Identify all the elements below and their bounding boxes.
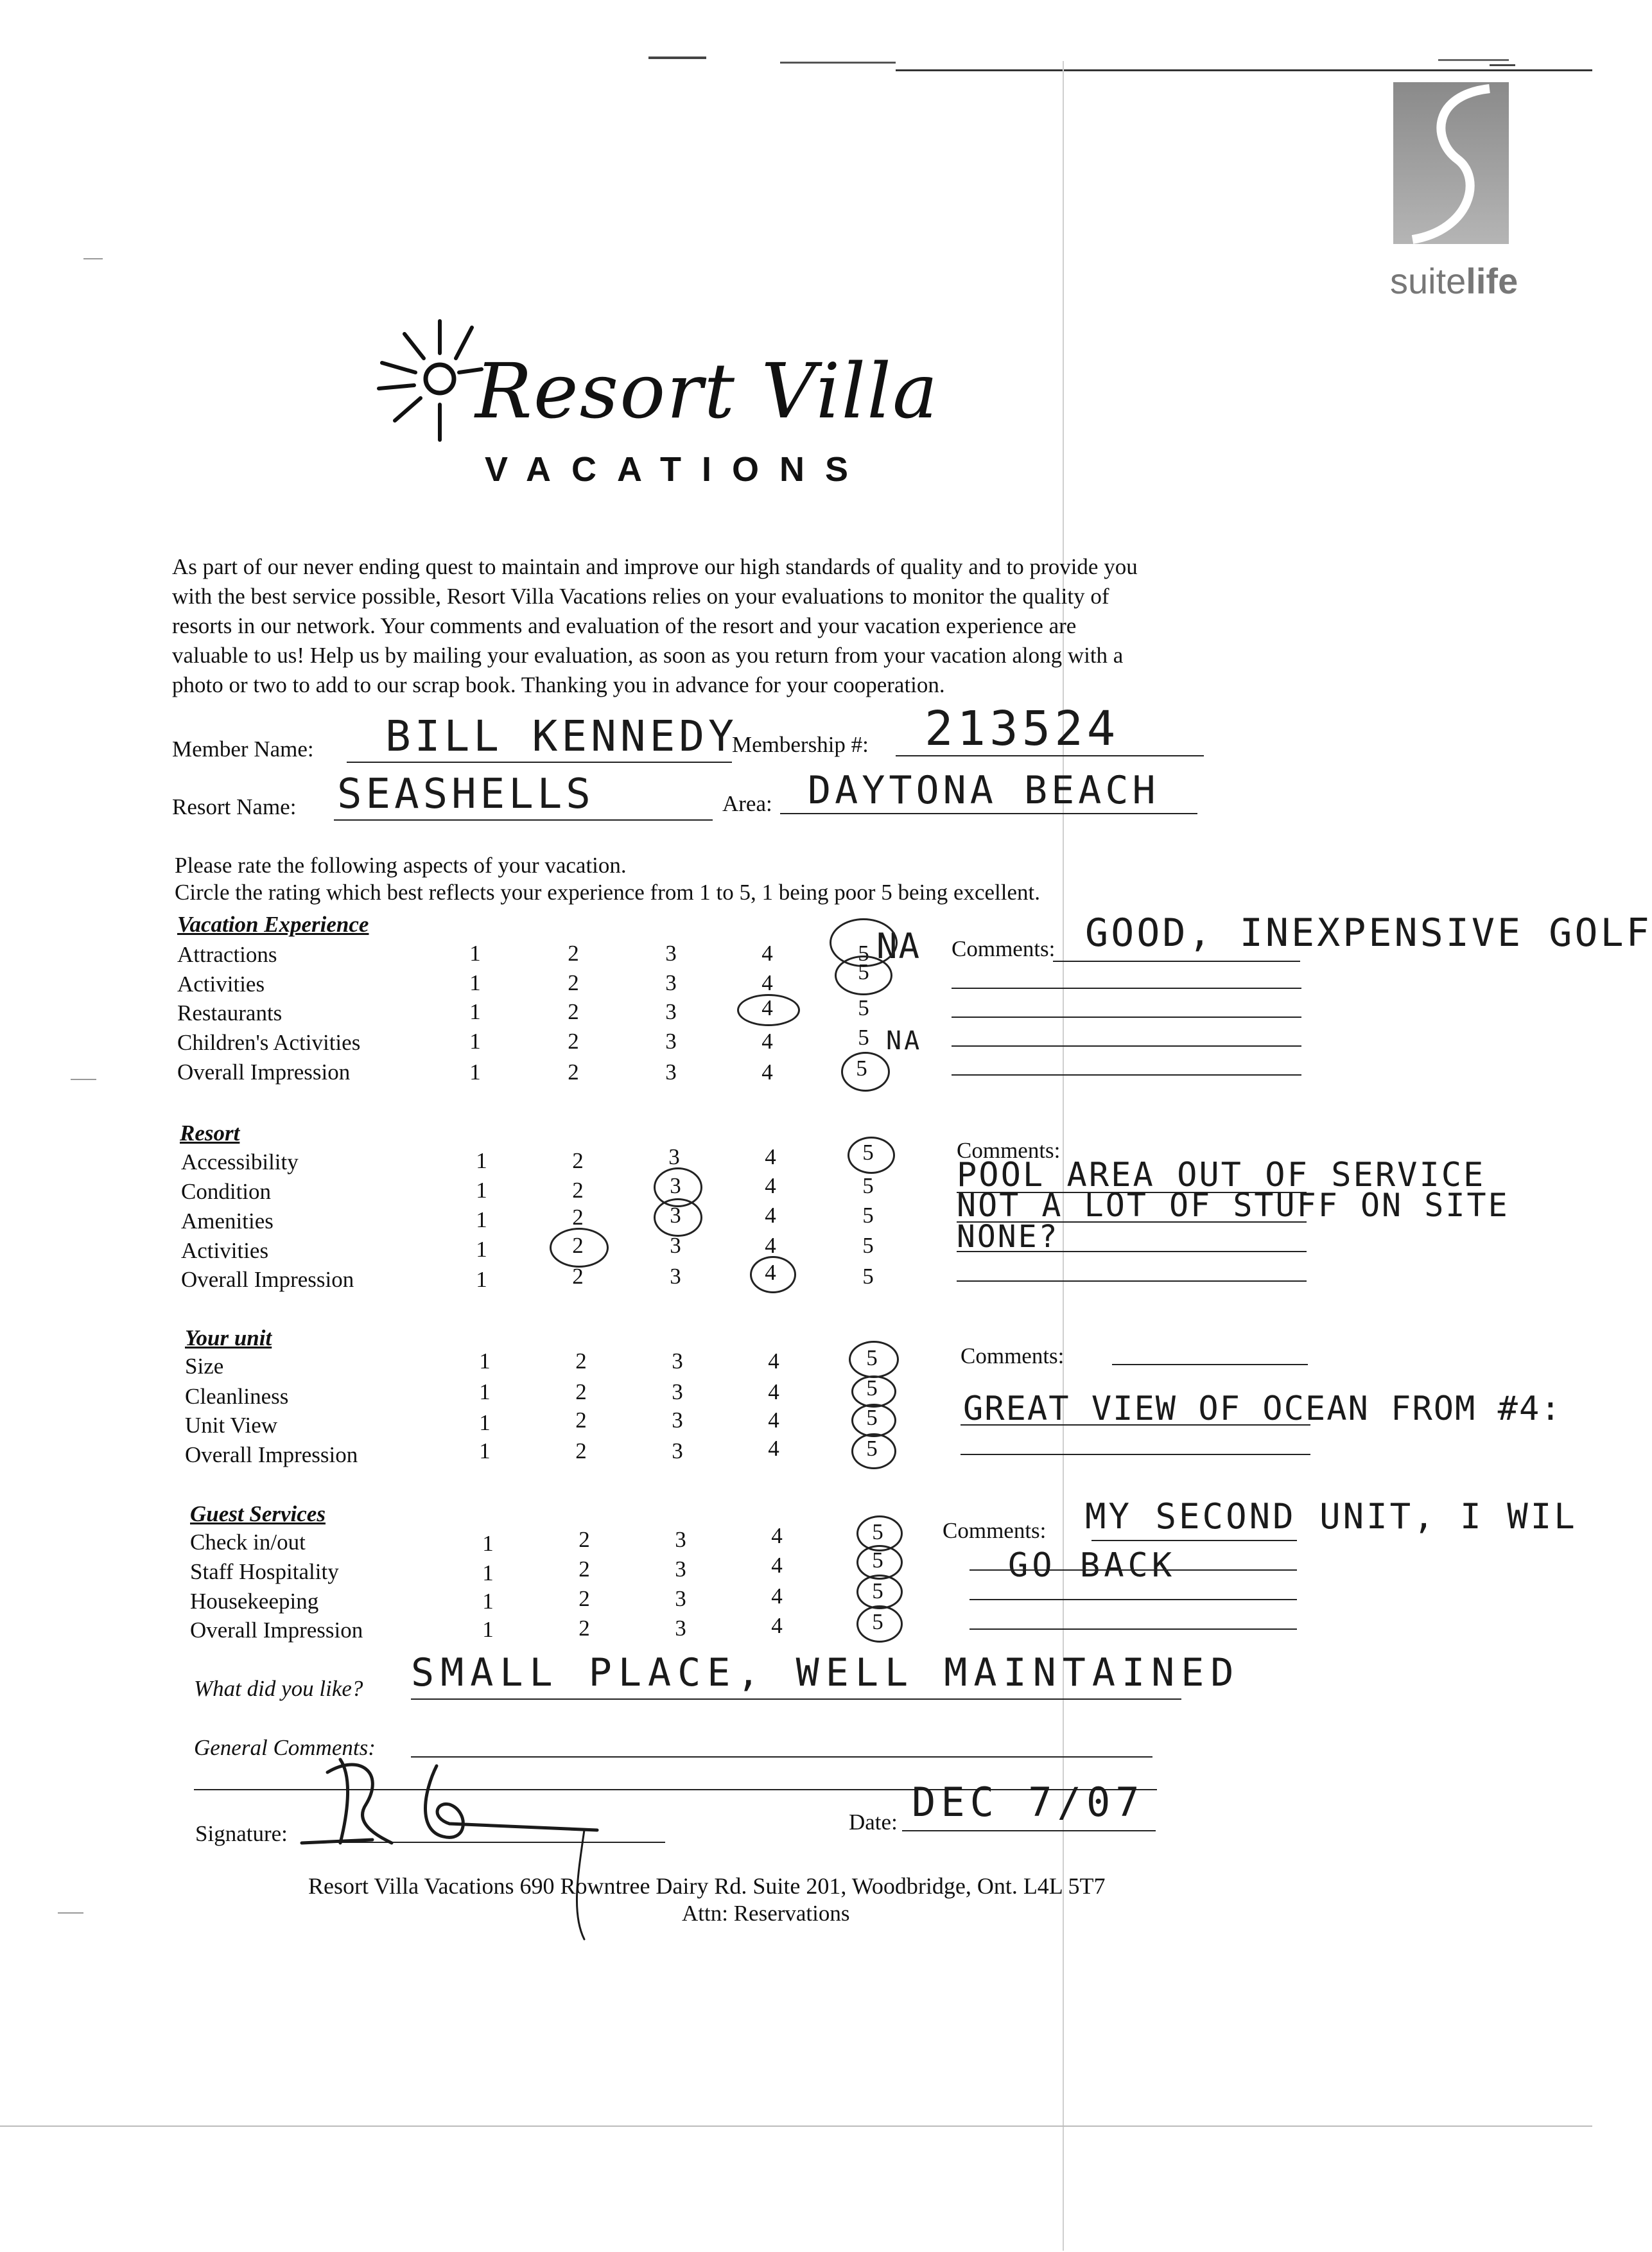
- rating-option[interactable]: 2: [578, 1586, 590, 1611]
- rating-option[interactable]: 5: [856, 1056, 867, 1081]
- scan-mark: [780, 62, 896, 64]
- rating-option[interactable]: 5: [862, 1264, 874, 1289]
- area-label: Area:: [722, 791, 772, 816]
- rating-option[interactable]: 4: [768, 1349, 779, 1374]
- rating-option[interactable]: 2: [575, 1379, 587, 1404]
- member-name-label: Member Name:: [172, 737, 314, 762]
- comment-line: [952, 1017, 1301, 1018]
- comment-line: [1112, 1364, 1308, 1365]
- membership-label: Membership #:: [732, 732, 869, 757]
- rating-option[interactable]: 5: [866, 1436, 878, 1461]
- section-title-your-unit: Your unit: [185, 1325, 272, 1350]
- rating-option[interactable]: 3: [675, 1616, 686, 1641]
- rating-option[interactable]: 2: [575, 1408, 587, 1433]
- signature-mark[interactable]: [302, 1734, 610, 1946]
- intro-paragraph: [172, 552, 1138, 700]
- intro-line: with the best service possible, Resort Villa Vacations relies on your evaluations to monitor the quality of: [172, 584, 1109, 609]
- rating-option[interactable]: 2: [568, 970, 579, 995]
- rating-option[interactable]: 3: [670, 1264, 681, 1289]
- comment-line: [1053, 961, 1300, 962]
- rating-option[interactable]: 2: [572, 1178, 584, 1203]
- row-label: Overall Impression: [177, 1060, 351, 1085]
- date-label: Date:: [849, 1810, 898, 1835]
- scan-mark: [896, 69, 1592, 71]
- rating-circle: [841, 1052, 890, 1092]
- rating-option[interactable]: 5: [858, 1025, 869, 1050]
- row-label: Housekeeping: [190, 1589, 319, 1614]
- rating-option[interactable]: 3: [665, 1060, 677, 1085]
- comment-text[interactable]: POOL AREA OUT OF SERVICE: [957, 1156, 1486, 1194]
- rating-option[interactable]: 4: [765, 1203, 776, 1228]
- row-label: Attractions: [177, 942, 277, 967]
- intro-line: valuable to us! Help us by mailing your evaluation, as soon as you return from your vacation along with a: [172, 643, 1124, 668]
- rating-option[interactable]: 4: [768, 1436, 779, 1461]
- rating-option[interactable]: 1: [479, 1438, 491, 1463]
- rating-circle: [856, 1605, 903, 1643]
- date-line: [902, 1830, 1156, 1831]
- rating-option[interactable]: 5: [872, 1548, 883, 1573]
- scan-mark: [1438, 59, 1509, 61]
- comment-line: [969, 1628, 1297, 1630]
- rating-option[interactable]: 1: [482, 1560, 494, 1585]
- rating-option[interactable]: 1: [482, 1589, 494, 1614]
- intro-line: resorts in our network. Your comments and evaluation of the resort and your vacation experience are: [172, 613, 1077, 638]
- comment-line: [957, 1221, 1307, 1223]
- rating-option[interactable]: 3: [670, 1233, 681, 1258]
- rating-option[interactable]: 3: [665, 941, 677, 966]
- rating-option[interactable]: 3: [665, 1029, 677, 1054]
- rating-option[interactable]: 4: [765, 1260, 776, 1285]
- resort-villa-logo: [369, 302, 939, 494]
- rating-option[interactable]: 4: [771, 1613, 783, 1638]
- comment-text[interactable]: GOOD, INEXPENSIVE GOLF: [1085, 911, 1652, 956]
- rating-option[interactable]: 2: [568, 1060, 579, 1085]
- rating-option[interactable]: 4: [761, 995, 773, 1020]
- scan-speck: [83, 258, 103, 259]
- footer-address: Resort Villa Vacations 690 Rowntree Dairy Rd. Suite 201, Woodbridge, Ont. L4L 5T7: [308, 1873, 1106, 1899]
- row-label: Amenities: [181, 1209, 274, 1234]
- rating-option[interactable]: 3: [665, 999, 677, 1024]
- comment-line: [957, 1192, 1307, 1193]
- rating-option[interactable]: 5: [862, 1233, 874, 1258]
- membership-value[interactable]: 213524: [925, 701, 1120, 756]
- rating-option[interactable]: 2: [568, 999, 579, 1024]
- rating-option[interactable]: 5: [872, 1609, 883, 1634]
- rating-option[interactable]: 3: [675, 1527, 686, 1552]
- comment-text[interactable]: GO BACK: [1008, 1546, 1176, 1585]
- rating-circle: [851, 1375, 896, 1408]
- rating-note: NA: [876, 926, 921, 966]
- row-label: Overall Impression: [181, 1267, 354, 1292]
- section-title-resort: Resort: [180, 1121, 240, 1146]
- liked-label: What did you like?: [194, 1676, 363, 1701]
- rating-option[interactable]: 5: [862, 1203, 874, 1228]
- rating-option[interactable]: 3: [672, 1408, 683, 1433]
- rating-circle: [856, 1575, 903, 1609]
- member-name-line: [347, 762, 732, 763]
- rating-option[interactable]: 1: [479, 1410, 491, 1435]
- rating-option[interactable]: 4: [771, 1523, 783, 1548]
- rating-circle: [550, 1228, 609, 1268]
- row-label: Unit View: [185, 1413, 278, 1438]
- comments-label: Comments:: [957, 1138, 1061, 1163]
- suitelife-suffix: life: [1466, 261, 1518, 301]
- resort-name-line: [334, 819, 713, 821]
- rating-circle: [654, 1198, 702, 1237]
- area-value[interactable]: DAYTONA BEACH: [808, 768, 1160, 813]
- row-label: Size: [185, 1354, 224, 1379]
- rating-option[interactable]: 5: [858, 959, 869, 984]
- rating-option[interactable]: 4: [768, 1408, 779, 1433]
- row-label: Check in/out: [190, 1530, 306, 1555]
- rating-circle: [851, 1433, 896, 1469]
- rating-option[interactable]: 5: [866, 1345, 878, 1370]
- suitelife-wordmark: [1390, 260, 1518, 302]
- rating-option[interactable]: 5: [866, 1375, 878, 1401]
- scan-speck: [71, 1079, 96, 1080]
- rating-circle: [848, 1137, 895, 1174]
- member-name-value[interactable]: BILL KENNEDY: [385, 711, 738, 761]
- rating-option[interactable]: 3: [668, 1144, 680, 1169]
- rating-option[interactable]: 2: [572, 1233, 584, 1258]
- rating-option[interactable]: 4: [771, 1553, 783, 1578]
- rating-circle: [737, 994, 800, 1026]
- rating-option[interactable]: 3: [672, 1438, 683, 1463]
- rating-option[interactable]: 2: [572, 1264, 584, 1289]
- rating-option[interactable]: 2: [575, 1438, 587, 1463]
- rating-option[interactable]: 4: [761, 970, 773, 995]
- liked-line: [411, 1698, 1181, 1700]
- section-title-vacation-experience: Vacation Experience: [177, 912, 369, 937]
- row-label: Overall Impression: [190, 1618, 363, 1643]
- comment-line: [969, 1569, 1297, 1571]
- rating-option[interactable]: 4: [765, 1144, 776, 1169]
- rating-option[interactable]: 1: [476, 1267, 487, 1292]
- rating-option[interactable]: 1: [482, 1617, 494, 1642]
- comment-line: [952, 1074, 1301, 1076]
- rating-option[interactable]: 2: [568, 1029, 579, 1054]
- rating-option[interactable]: 4: [765, 1173, 776, 1198]
- row-label: Condition: [181, 1179, 272, 1204]
- intro-line: As part of our never ending quest to maintain and improve our high standards of quality and to provide you: [172, 554, 1138, 579]
- rating-option[interactable]: 2: [572, 1148, 584, 1173]
- instruction-line: Please rate the following aspects of your vacation.: [175, 853, 627, 878]
- section-title-guest-services: Guest Services: [190, 1501, 326, 1526]
- row-label: Children's Activities: [177, 1030, 361, 1055]
- rating-option[interactable]: 1: [469, 941, 481, 966]
- rating-option[interactable]: 5: [872, 1519, 883, 1544]
- comment-text[interactable]: NOT A LOT OF STUFF ON SITE: [957, 1187, 1509, 1224]
- row-label: Activities: [177, 972, 265, 997]
- rating-option[interactable]: 2: [578, 1527, 590, 1552]
- rating-option[interactable]: 4: [761, 941, 773, 966]
- resort-name-value[interactable]: SEASHELLS: [337, 771, 595, 818]
- rating-option[interactable]: 1: [476, 1207, 487, 1232]
- scan-mark: [648, 57, 706, 59]
- comment-line: [957, 1280, 1307, 1282]
- sun-icon: [369, 308, 485, 450]
- rating-circle: [851, 1404, 896, 1437]
- comments-label: Comments:: [961, 1343, 1065, 1368]
- rating-option[interactable]: 2: [575, 1349, 587, 1374]
- rating-option[interactable]: 5: [858, 995, 869, 1020]
- rating-option[interactable]: 2: [578, 1616, 590, 1641]
- rating-option[interactable]: 1: [469, 970, 481, 995]
- suitelife-logo: [1393, 82, 1509, 244]
- row-label: Accessibility: [181, 1149, 299, 1174]
- intro-line: photo or two to add to our scrap book. Thanking you in advance for your cooperation.: [172, 672, 945, 697]
- rating-option[interactable]: 1: [479, 1349, 491, 1374]
- comment-line: [952, 1045, 1301, 1047]
- rating-option[interactable]: 2: [578, 1557, 590, 1582]
- comment-line: [1091, 1540, 1297, 1541]
- bottom-edge-line: [0, 2125, 1592, 2127]
- rating-option[interactable]: 4: [765, 1233, 776, 1258]
- rating-option[interactable]: 3: [675, 1586, 686, 1611]
- rating-option[interactable]: 4: [761, 1060, 773, 1085]
- comments-label: Comments:: [952, 936, 1056, 961]
- rating-option[interactable]: 1: [469, 999, 481, 1024]
- rating-option[interactable]: 3: [670, 1203, 681, 1228]
- scan-speck: [58, 1912, 83, 1914]
- liked-value[interactable]: SMALL PLACE, WELL MAINTAINED: [411, 1650, 1240, 1695]
- rating-circle: [849, 1341, 899, 1378]
- rating-option[interactable]: 4: [771, 1584, 783, 1609]
- comment-line: [961, 1424, 1310, 1426]
- rating-option[interactable]: 5: [872, 1578, 883, 1603]
- rating-option[interactable]: 2: [568, 941, 579, 966]
- comment-line: [952, 988, 1301, 989]
- comment-text[interactable]: MY SECOND UNIT, I WIL: [1085, 1496, 1578, 1537]
- rating-option[interactable]: 3: [675, 1557, 686, 1582]
- rating-option[interactable]: 2: [572, 1205, 584, 1230]
- row-label: Restaurants: [177, 1000, 283, 1026]
- rating-note: NA: [886, 1026, 923, 1056]
- rating-option[interactable]: 1: [476, 1148, 487, 1173]
- rating-option[interactable]: 5: [866, 1405, 878, 1430]
- comment-line: [969, 1599, 1297, 1600]
- suitelife-prefix: suite: [1390, 261, 1466, 301]
- signature-label: Signature:: [195, 1821, 288, 1846]
- rating-option[interactable]: 5: [862, 1140, 874, 1165]
- area-line: [780, 813, 1197, 814]
- comment-text[interactable]: GREAT VIEW OF OCEAN FROM #4:: [963, 1390, 1562, 1428]
- rating-option[interactable]: 3: [665, 970, 677, 995]
- row-label: Cleanliness: [185, 1384, 289, 1409]
- rating-option[interactable]: 4: [768, 1379, 779, 1404]
- rating-circle: [835, 956, 892, 995]
- logo-caps: VACATIONS: [485, 450, 869, 489]
- scan-mark: [1490, 64, 1515, 66]
- rating-option[interactable]: 1: [469, 1060, 481, 1085]
- row-label: Staff Hospitality: [190, 1559, 339, 1584]
- row-label: Activities: [181, 1238, 269, 1263]
- comments-label: Comments:: [943, 1518, 1047, 1543]
- rating-option[interactable]: 3: [670, 1173, 681, 1198]
- suitelife-s-icon: [1393, 82, 1509, 244]
- rating-option[interactable]: 4: [761, 1029, 773, 1054]
- rating-option[interactable]: 3: [672, 1379, 683, 1404]
- instruction-line: Circle the rating which best reflects your experience from 1 to 5, 1 being poor 5 being excellent.: [175, 880, 1041, 905]
- rating-option[interactable]: 1: [469, 1029, 481, 1054]
- rating-circle: [750, 1256, 796, 1293]
- date-value[interactable]: DEC 7/07: [912, 1779, 1145, 1826]
- comment-text[interactable]: NONE?: [957, 1219, 1059, 1255]
- general-comments-label: General Comments:: [194, 1735, 376, 1760]
- comment-line: [961, 1454, 1310, 1455]
- resort-name-label: Resort Name:: [172, 794, 297, 819]
- logo-script: Resort Villa: [475, 347, 939, 435]
- rating-option[interactable]: 1: [479, 1379, 491, 1404]
- comment-line: [957, 1251, 1307, 1252]
- footer-attn: Attn: Reservations: [682, 1901, 850, 1926]
- row-label: Overall Impression: [185, 1442, 358, 1467]
- rating-option[interactable]: 1: [476, 1178, 487, 1203]
- rating-option[interactable]: 5: [858, 941, 869, 966]
- rating-option[interactable]: 1: [482, 1531, 494, 1556]
- rating-option[interactable]: 5: [862, 1173, 874, 1198]
- rating-option[interactable]: 3: [672, 1349, 683, 1374]
- rating-option[interactable]: 1: [476, 1237, 487, 1262]
